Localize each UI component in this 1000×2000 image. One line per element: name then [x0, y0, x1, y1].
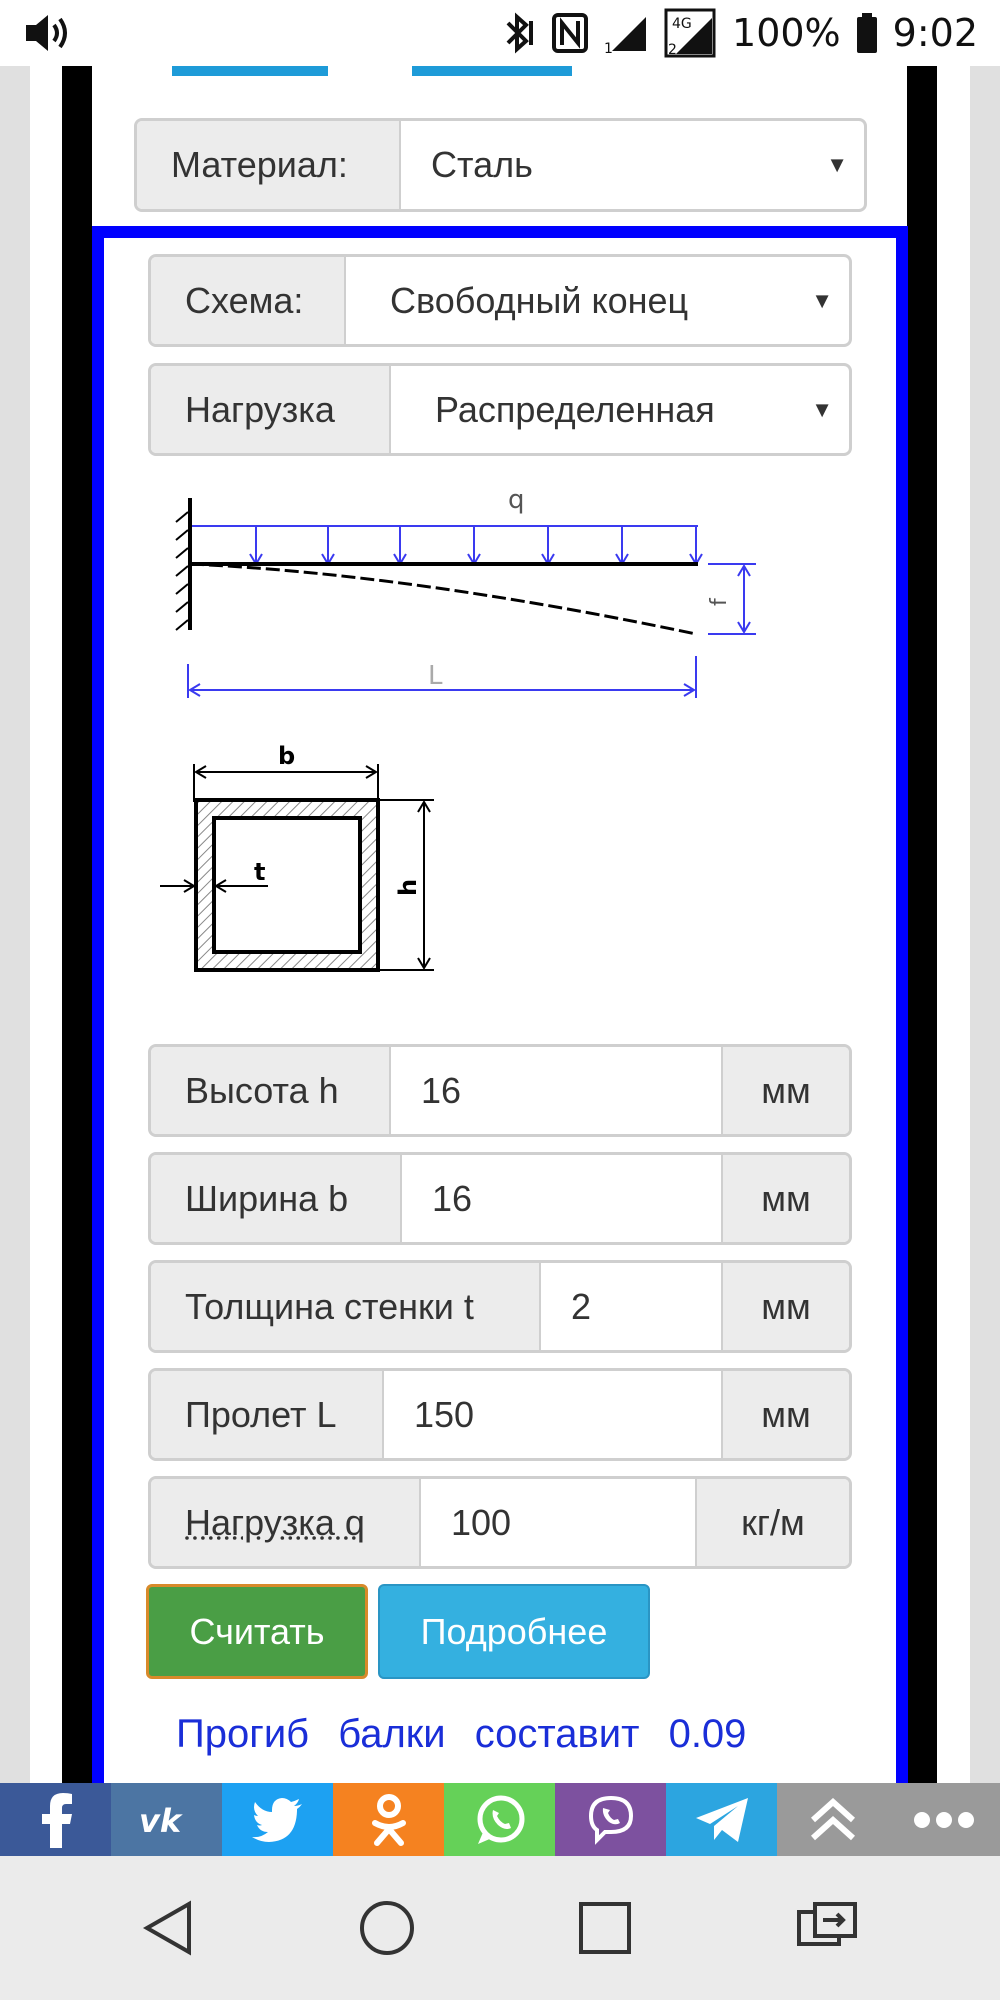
share-viber[interactable] [555, 1783, 666, 1856]
twitter-icon [252, 1798, 304, 1842]
material-value[interactable]: Сталь ▼ [431, 144, 848, 185]
more-dots-icon [912, 1810, 976, 1830]
load-label[interactable]: Нагрузка q [151, 1479, 421, 1566]
volume-icon [22, 11, 74, 55]
material-select[interactable] [134, 118, 867, 212]
span-field [148, 1368, 852, 1461]
height-label: Высота h [151, 1047, 391, 1134]
chevron-down-icon: ▼ [811, 287, 833, 313]
load-type-value[interactable]: Распределенная ▼ [435, 388, 833, 430]
load-field [148, 1476, 852, 1569]
scheme-select[interactable] [148, 254, 852, 347]
svg-text:vk: vk [138, 1801, 181, 1840]
share-vk[interactable] [111, 1783, 222, 1856]
length-l-label: L [428, 661, 443, 691]
recents-icon[interactable] [575, 1898, 635, 1958]
span-input[interactable]: 150 [414, 1393, 475, 1435]
signal-4g-icon [664, 8, 718, 58]
span-label: Пролет L [151, 1371, 384, 1458]
status-bar [0, 0, 1000, 66]
thickness-input[interactable]: 2 [571, 1285, 592, 1327]
load-q-label: q [508, 485, 525, 515]
vk-icon [137, 1800, 197, 1840]
thickness-t-label: t [254, 858, 266, 886]
load-type-label: Нагрузка [151, 366, 391, 453]
height-unit: мм [721, 1047, 849, 1134]
load-unit: кг/м [695, 1479, 849, 1566]
share-facebook[interactable] [0, 1783, 111, 1856]
telegram-icon [694, 1796, 750, 1844]
scheme-value[interactable]: Свободный конец ▼ [390, 279, 833, 321]
width-input[interactable]: 16 [432, 1177, 473, 1219]
svg-text:2: 2 [668, 42, 677, 58]
battery-icon [855, 11, 879, 55]
height-input[interactable]: 16 [421, 1069, 462, 1111]
span-unit: мм [721, 1371, 849, 1458]
home-icon[interactable] [357, 1898, 417, 1958]
width-label: Ширина b [151, 1155, 402, 1242]
result-text: Прогиб балки составит 0.09 [176, 1712, 747, 1756]
whatsapp-icon [474, 1794, 526, 1846]
share-telegram[interactable] [666, 1783, 777, 1856]
viber-icon [583, 1792, 639, 1848]
chevron-down-icon: ▼ [826, 152, 848, 177]
thickness-field [148, 1260, 852, 1353]
svg-text:1: 1 [604, 41, 613, 55]
details-button[interactable]: Подробнее [378, 1584, 650, 1679]
switch-app-icon[interactable] [793, 1898, 861, 1958]
thickness-unit: мм [721, 1263, 849, 1350]
height-field [148, 1044, 852, 1137]
scroll-up-button[interactable] [777, 1783, 888, 1856]
height-h-label: h [394, 878, 422, 896]
section-diagram [158, 740, 448, 980]
calculate-button[interactable]: Считать [146, 1584, 368, 1679]
bluetooth-icon [500, 11, 536, 55]
beam-diagram [160, 478, 760, 708]
share-twitter[interactable] [222, 1783, 333, 1856]
share-whatsapp[interactable] [444, 1783, 555, 1856]
share-odnoklassniki[interactable] [333, 1783, 444, 1856]
facebook-icon [36, 1792, 76, 1848]
deflection-f-label: f [707, 598, 732, 606]
chevron-down-icon: ▼ [811, 396, 833, 422]
navigation-bar [0, 1856, 1000, 2000]
width-unit: мм [721, 1155, 849, 1242]
scheme-label: Схема: [151, 257, 346, 344]
nfc-icon [550, 11, 590, 55]
tab-remnant-left[interactable] [172, 66, 328, 76]
share-more-button[interactable] [888, 1783, 1000, 1856]
double-chevron-up-icon [809, 1798, 857, 1842]
odnoklassniki-icon [369, 1793, 409, 1847]
clock: 9:02 [892, 11, 978, 55]
material-label: Материал: [137, 121, 401, 209]
load-type-select[interactable] [148, 363, 852, 456]
svg-text:4G: 4G [672, 16, 692, 32]
tab-remnant-right[interactable] [412, 66, 572, 76]
share-bar [0, 1783, 1000, 1856]
signal-icon [604, 11, 650, 55]
battery-percent: 100% [732, 11, 841, 55]
thickness-label: Толщина стенки t [151, 1263, 541, 1350]
width-b-label: b [278, 742, 296, 770]
back-icon[interactable] [139, 1898, 199, 1958]
width-field [148, 1152, 852, 1245]
load-input[interactable]: 100 [451, 1501, 512, 1543]
